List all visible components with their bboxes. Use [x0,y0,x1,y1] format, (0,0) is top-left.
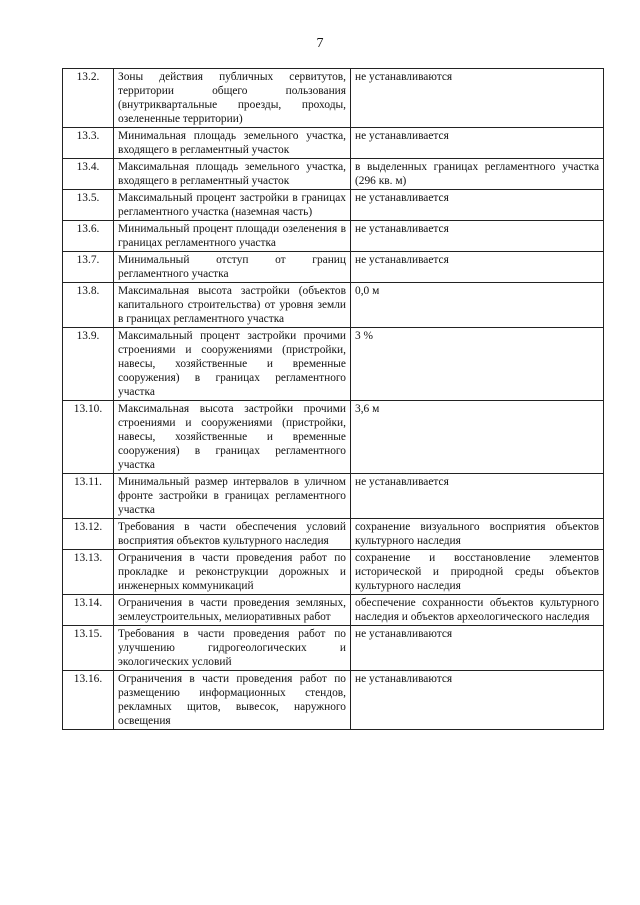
parameter-value-cell: в выделенных границах регламентного участка (296 кв. м) [351,159,604,190]
table-row [63,252,604,283]
parameter-value-cell: не устанавливаются [351,626,604,671]
parameter-value-cell: 3 % [351,328,604,401]
row-number-cell: 13.4. [63,159,114,190]
parameter-name-cell: Ограничения в части проведения работ по прокладке и реконструкции дорожных и инженерных коммуникаций [114,550,351,595]
table-row [63,550,604,595]
parameter-value-cell: не устанавливаются [351,671,604,730]
table-row [63,474,604,519]
parameter-value-cell: не устанавливается [351,252,604,283]
row-number-cell: 13.10. [63,401,114,474]
parameter-value-cell: 0,0 м [351,283,604,328]
parameter-name-cell: Максимальная высота застройки (объектов капитального строительства) от уровня земли в границах регламентного участка [114,283,351,328]
row-number-cell: 13.3. [63,128,114,159]
table-row [63,328,604,401]
table-row [63,69,604,128]
table-row [63,159,604,190]
parameter-name-cell: Минимальный процент площади озеленения в границах регламентного участка [114,221,351,252]
parameter-value-cell: сохранение и восстановление элементов исторической и природной среды объектов культурного наследия [351,550,604,595]
parameter-name-cell: Максимальная площадь земельного участка, входящего в регламентный участок [114,159,351,190]
table-row [63,128,604,159]
parameter-value-cell: не устанавливается [351,474,604,519]
table-row [63,626,604,671]
parameter-value-cell: обеспечение сохранности объектов культурного наследия и объектов археологического наследия [351,595,604,626]
table-row [63,519,604,550]
table-row [63,283,604,328]
parameter-name-cell: Максимальная высота застройки прочими строениями и сооружениями (пристройки, навесы, хозяйственные и временные сооружения) в границах регламентного участка [114,401,351,474]
parameter-name-cell: Ограничения в части проведения работ по размещению информационных стендов, рекламных щитов, вывесок, наружного освещения [114,671,351,730]
parameter-value-cell: 3,6 м [351,401,604,474]
parameter-name-cell: Максимальный процент застройки в границах регламентного участка (наземная часть) [114,190,351,221]
table-row [63,595,604,626]
parameter-name-cell: Ограничения в части проведения земляных, землеустроительных, мелиоративных работ [114,595,351,626]
regulation-table-body [63,69,604,730]
parameter-name-cell: Минимальный отступ от границ регламентного участка [114,252,351,283]
row-number-cell: 13.16. [63,671,114,730]
table-row [63,401,604,474]
row-number-cell: 13.12. [63,519,114,550]
table-row [63,190,604,221]
parameter-value-cell: не устанавливаются [351,69,604,128]
table-row [63,671,604,730]
parameter-name-cell: Максимальный процент застройки прочими строениями и сооружениями (пристройки, навесы, хозяйственные и временные сооружения) в границах регламентного участка [114,328,351,401]
row-number-cell: 13.7. [63,252,114,283]
row-number-cell: 13.8. [63,283,114,328]
parameter-name-cell: Требования в части проведения работ по улучшению гидрогеологических и экологических условий [114,626,351,671]
row-number-cell: 13.2. [63,69,114,128]
parameter-value-cell: не устанавливается [351,190,604,221]
parameter-value-cell: не устанавливается [351,221,604,252]
parameter-value-cell: не устанавливается [351,128,604,159]
row-number-cell: 13.13. [63,550,114,595]
row-number-cell: 13.6. [63,221,114,252]
parameter-name-cell: Минимальный размер интервалов в уличном фронте застройки в границах регламентного участка [114,474,351,519]
page-number: 7 [316,36,324,51]
row-number-cell: 13.5. [63,190,114,221]
parameter-name-cell: Требования в части обеспечения условий восприятия объектов культурного наследия [114,519,351,550]
parameter-name-cell: Минимальная площадь земельного участка, входящего в регламентный участок [114,128,351,159]
table-row [63,221,604,252]
parameter-name-cell: Зоны действия публичных сервитутов, территории общего пользования (внутриквартальные проезды, проходы, озелененные территории) [114,69,351,128]
regulation-table [62,68,604,730]
row-number-cell: 13.14. [63,595,114,626]
row-number-cell: 13.15. [63,626,114,671]
parameter-value-cell: сохранение визуального восприятия объектов культурного наследия [351,519,604,550]
row-number-cell: 13.11. [63,474,114,519]
row-number-cell: 13.9. [63,328,114,401]
